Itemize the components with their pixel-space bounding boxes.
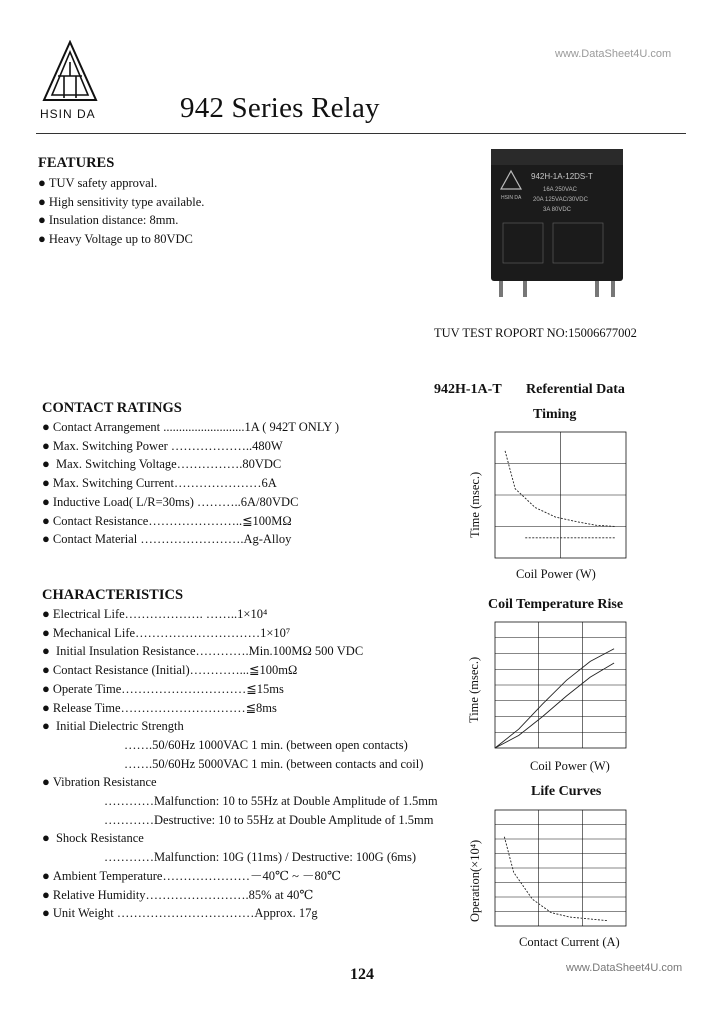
- bullet-icon: ●: [42, 437, 50, 453]
- characteristic-item: ● Operate Time…………………………≦15ms: [42, 680, 284, 696]
- relay-label-model: 942H-1A-12DS-T: [531, 172, 593, 181]
- characteristic-item: …………Destructive: 10 to 55Hz at Double Amplitude of 1.5mm: [104, 812, 434, 827]
- characteristics-list: [42, 605, 438, 923]
- bullet-icon: ●: [42, 830, 50, 846]
- rating-item: ● Contact Resistance…………………..≦100MΩ: [42, 512, 292, 528]
- bullet-icon: ●: [42, 905, 50, 921]
- characteristics-heading: CHARACTERISTICS: [42, 587, 184, 603]
- timing-xlabel: Coil Power (W): [516, 567, 596, 581]
- rating-item: ● Max. Switching Current…………………6A: [42, 475, 277, 491]
- characteristic-item: …….50/60Hz 5000VAC 1 min. (between contacts and coil): [124, 756, 424, 771]
- feature-item: ● Insulation distance: 8mm.: [38, 212, 179, 228]
- bullet-icon: ●: [42, 718, 50, 734]
- bullet-icon: ●: [38, 212, 46, 228]
- feature-item: ● Heavy Voltage up to 80VDC: [38, 231, 193, 247]
- relay-label-line: 3A 80VDC: [543, 207, 572, 213]
- characteristic-item: …….50/60Hz 1000VAC 1 min. (between open contacts): [124, 737, 408, 752]
- characteristic-item: ● Vibration Resistance: [42, 774, 157, 790]
- bullet-icon: ●: [42, 699, 50, 715]
- hsinda-logo: [40, 40, 100, 104]
- bullet-icon: ●: [42, 680, 50, 696]
- coil-temp-xlabel: Coil Power (W): [530, 759, 610, 773]
- feature-item: ● TUV safety approval.: [38, 175, 158, 190]
- bullet-icon: ●: [38, 175, 46, 190]
- series-line-0: [504, 837, 607, 921]
- life-xlabel: Contact Current (A): [519, 935, 620, 949]
- relay-label-brand: HSIN DA: [501, 195, 522, 201]
- bullet-icon: ●: [42, 886, 50, 902]
- relay-photo: [483, 143, 633, 301]
- contact-ratings-heading: CONTACT RATINGS: [42, 400, 182, 416]
- characteristic-item: ● Electrical Life………………. ……..1×10⁴: [42, 606, 268, 621]
- watermark-top: www.DataSheet4U.com: [555, 48, 672, 60]
- coil-temp-chart-title: Coil Temperature Rise: [488, 597, 624, 612]
- brand-name: HSIN DA: [40, 107, 96, 121]
- relay-label-line: 16A 250VAC: [543, 187, 577, 193]
- rating-item: ● Max. Switching Voltage…………….80VDC: [42, 456, 282, 472]
- bullet-icon: ●: [42, 774, 50, 790]
- bullet-icon: ●: [42, 456, 50, 472]
- features-heading: FEATURES: [38, 155, 115, 171]
- timing-chart-title: Timing: [533, 407, 577, 422]
- rating-item: ● Contact Material …………………….Ag-Alloy: [42, 531, 292, 547]
- life-chart: [485, 806, 630, 936]
- tuv-report: TUV TEST ROPORT NO:15006677002: [434, 326, 637, 340]
- characteristic-item: …………Malfunction: 10G (11ms) / Destructive: 100G (6ms): [104, 850, 416, 865]
- bullet-icon: ●: [42, 493, 50, 509]
- bullet-icon: ●: [42, 531, 50, 547]
- page-number: 124: [350, 966, 374, 983]
- bullet-icon: ●: [42, 606, 50, 621]
- bullet-icon: ●: [42, 662, 50, 678]
- watermark-bottom: www.DataSheet4U.com: [566, 962, 683, 974]
- relay-label-line: 20A 125VAC/30VDC: [533, 197, 588, 203]
- characteristic-item: …………Malfunction: 10 to 55Hz at Double Amplitude of 1.5mm: [104, 794, 438, 809]
- life-ylabel: Operation(×10⁴): [468, 839, 482, 922]
- bullet-icon: ●: [42, 643, 50, 659]
- bullet-icon: ●: [38, 231, 46, 247]
- timing-ylabel: Time (msec.): [468, 471, 482, 538]
- characteristic-item: ● Release Time…………………………≦8ms: [42, 699, 277, 715]
- title-rule: [36, 133, 686, 134]
- bullet-icon: ●: [42, 624, 50, 640]
- characteristic-item: ● Initial Dielectric Strength: [42, 718, 184, 734]
- coil-temp-ylabel: Time (msec.): [467, 656, 481, 723]
- coil-temp-chart: [485, 618, 630, 758]
- timing-chart: [485, 428, 630, 568]
- characteristic-item: ● Unit Weight ……………………………Approx. 17g: [42, 905, 318, 921]
- rating-item: ● Contact Arrangement ..........................1A ( 942T ONLY ): [42, 419, 340, 434]
- contact-ratings-list: [42, 418, 339, 549]
- feature-item: ● High sensitivity type available.: [38, 193, 205, 209]
- life-chart-title: Life Curves: [531, 784, 602, 799]
- rating-item: ● Max. Switching Power ………………..480W: [42, 437, 283, 453]
- referential-model: 942H-1A-T: [434, 382, 502, 397]
- characteristic-item: ● Relative Humidity…………………….85% at 40℃: [42, 886, 314, 902]
- series-line-0: [495, 649, 614, 748]
- bullet-icon: ●: [42, 475, 50, 491]
- rating-item: ● Inductive Load( L/R=30ms) ………..6A/80VDC: [42, 493, 299, 509]
- bullet-icon: ●: [42, 419, 50, 434]
- characteristic-item: ● Shock Resistance: [42, 830, 144, 846]
- bullet-icon: ●: [42, 867, 50, 883]
- bullet-icon: ●: [38, 193, 46, 209]
- characteristic-item: ● Initial Insulation Resistance………….Min.100MΩ 500 VDC: [42, 643, 364, 659]
- features-list: [38, 174, 204, 249]
- referential-label: Referential Data: [526, 382, 625, 397]
- bullet-icon: ●: [42, 512, 50, 528]
- characteristic-item: ● Mechanical Life…………………………1×10⁷: [42, 624, 291, 640]
- series-line-1: [495, 663, 614, 748]
- characteristic-item: ● Contact Resistance (Initial)…………...≦100mΩ: [42, 662, 298, 678]
- characteristic-item: ● Ambient Temperature…………………－40℃ ~ －80℃: [42, 867, 341, 883]
- page-title: 942 Series Relay: [180, 92, 380, 124]
